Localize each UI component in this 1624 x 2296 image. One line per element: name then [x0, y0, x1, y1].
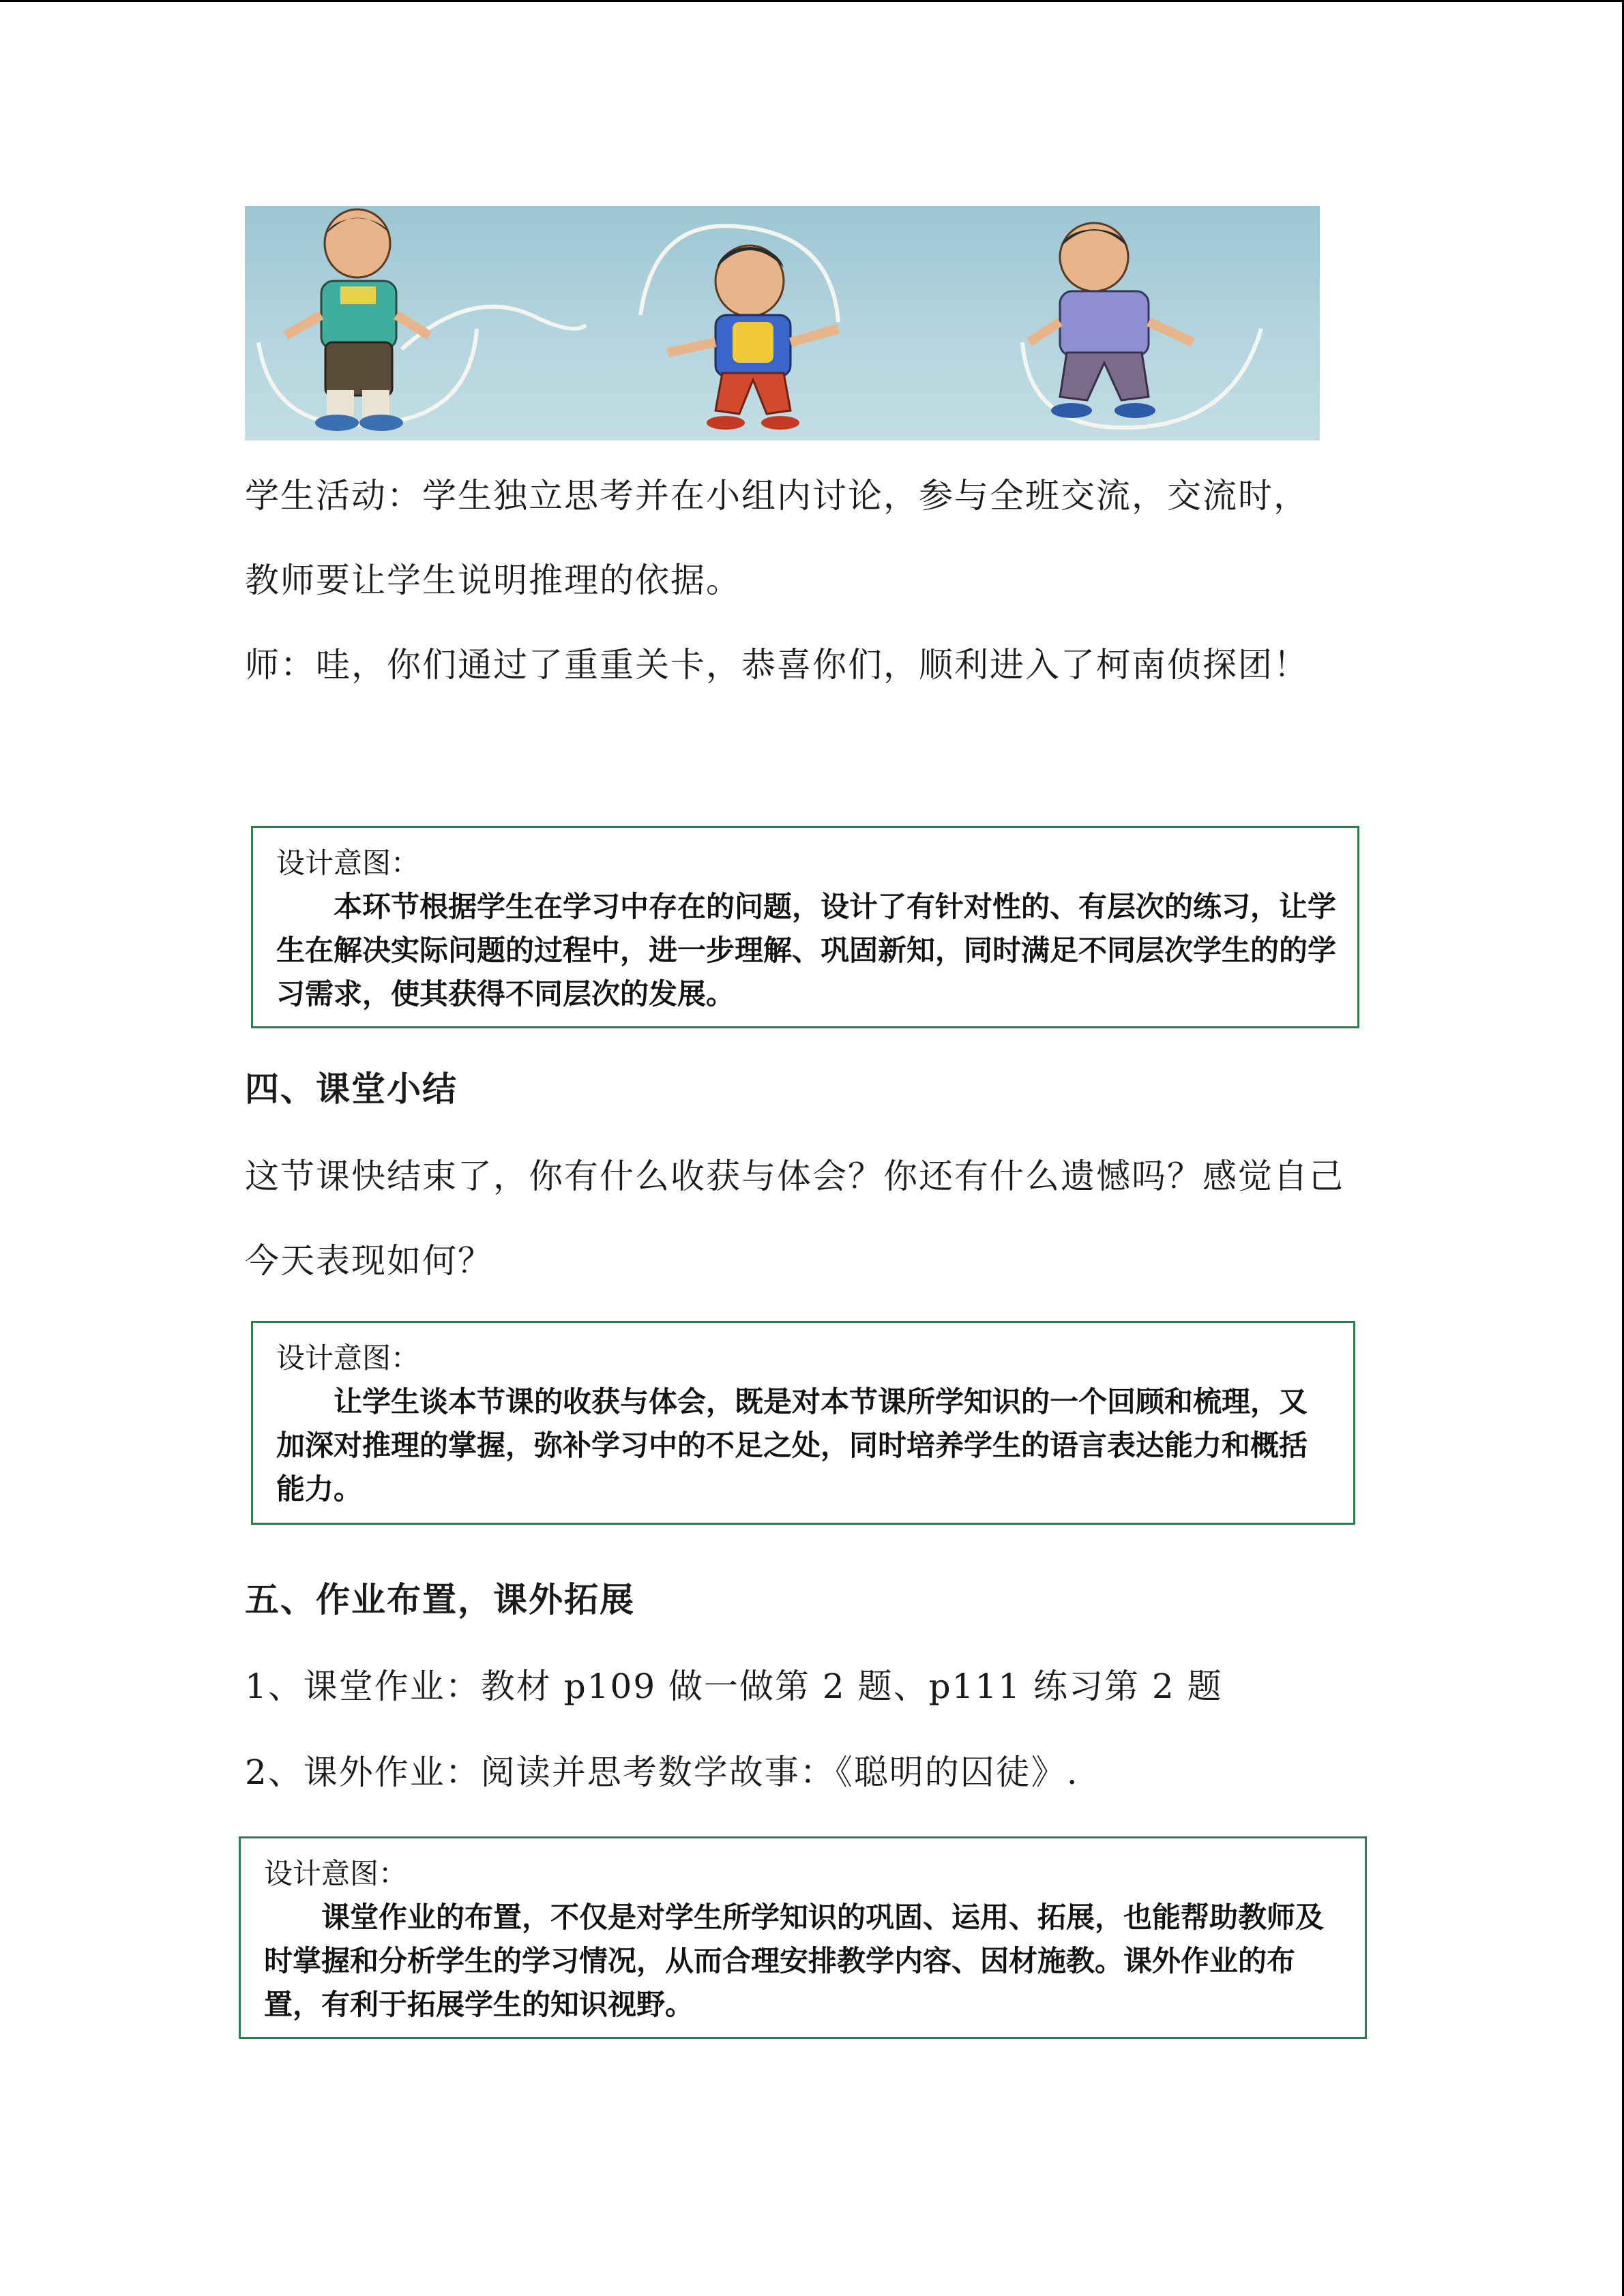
illustration-jump-rope	[245, 206, 1320, 441]
homework-item-2: 2、课外作业：阅读并思考数学故事：《聪明的囚徒》.	[245, 1753, 1079, 1792]
boy-left	[259, 209, 586, 431]
design-intent-label: 设计意图：	[276, 1341, 420, 1375]
design-intent-body: 本环节根据学生在学习中存在的问题，设计了有针对性的、有层次的练习，让学生在解决实际问题的过程中，进一步理解、巩固新知，同时满足不同层次学生的的学习需求，使其获得不同层次的发展。	[276, 890, 1337, 1011]
design-intent-label: 设计意图：	[264, 1857, 408, 1890]
design-intent-body: 课堂作业的布置，不仅是对学生所学知识的巩固、运用、拓展，也能帮助教师及时掌握和分析学生的学习情况，从而合理安排教学内容、因材施教。课外作业的布置，有利于拓展学生的知识视野。	[264, 1900, 1325, 2021]
teacher-line-text: 师：哇，你们通过了重重关卡，恭喜你们，顺利进入了柯南侦探团！	[245, 645, 1309, 685]
page-top-border	[0, 0, 1624, 2]
design-intent-box-2	[251, 1321, 1355, 1525]
student-activity-text: 学生活动：学生独立思考并在小组内讨论，参与全班交流，交流时，教师要让学生说明推理的依据。	[245, 476, 1309, 600]
section-heading-homework: 五、作业布置，课外拓展	[245, 1580, 635, 1620]
boy-middle	[640, 226, 838, 430]
homework-item-1: 1、课堂作业：教材 p109 做一做第 2 题、p111 练习第 2 题	[245, 1667, 1223, 1706]
design-intent-label: 设计意图：	[276, 846, 420, 880]
design-intent-box-1	[251, 826, 1359, 1028]
design-intent-body: 让学生谈本节课的收获与体会，既是对本节课所学知识的一个回顾和梳理，又加深对推理的掌握，弥补学习中的不足之处，同时培养学生的语言表达能力和概括能力。	[276, 1385, 1308, 1506]
design-intent-box-3	[239, 1836, 1367, 2039]
boy-right	[1022, 223, 1261, 428]
summary-text: 这节课快结束了，你有什么收获与体会？你还有什么遗憾吗？感觉自己今天表现如何？	[245, 1157, 1344, 1281]
section-heading-summary: 四、课堂小结	[245, 1069, 458, 1109]
jump-rope-drawing	[245, 206, 1320, 441]
